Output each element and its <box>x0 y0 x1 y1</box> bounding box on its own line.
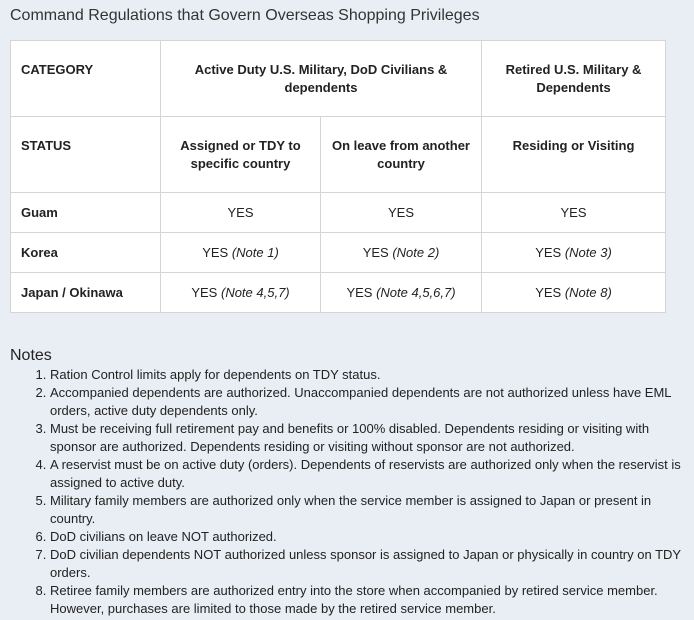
category-row <box>11 41 666 117</box>
cell-value: YES <box>560 204 587 220</box>
cell-value: YES <box>535 284 562 300</box>
cell-value: YES <box>227 204 254 220</box>
cell-value: YES <box>535 244 562 260</box>
status-on-leave: On leave from another country <box>321 117 482 193</box>
status-row <box>11 117 666 193</box>
note-item: 5. Military family members are authorized only when the service member is assigned to Japan or present in country. <box>50 492 684 528</box>
cell-korea-on-leave <box>321 233 482 273</box>
table-row <box>11 193 666 233</box>
note-reference: (Note 1) <box>231 244 279 260</box>
note-item: 3. Must be receiving full retirement pay and benefits or 100% disabled. Dependents residing or visiting with sponsor are authorized. Dependents residing or visiting without sponsor are not authorized. <box>50 420 684 456</box>
category-label: CATEGORY <box>11 41 161 117</box>
active-duty-header: Active Duty U.S. Military, DoD Civilians & dependents <box>161 41 482 117</box>
cell-guam-assigned <box>161 193 321 233</box>
note-reference: (Note 3) <box>564 244 612 260</box>
page-title: Command Regulations that Govern Overseas Shopping Privileges <box>10 7 480 24</box>
cell-japan-residing <box>482 273 666 313</box>
cell-japan-assigned <box>161 273 321 313</box>
cell-japan-on-leave <box>321 273 482 313</box>
cell-value: YES <box>388 204 415 220</box>
cell-korea-residing <box>482 233 666 273</box>
status-label: STATUS <box>11 117 161 193</box>
location-guam: Guam <box>11 193 161 233</box>
note-reference: (Note 4,5,7) <box>220 284 290 300</box>
cell-value: YES <box>191 284 218 300</box>
location-japan-okinawa: Japan / Okinawa <box>11 273 161 313</box>
note-reference: (Note 4,5,6,7) <box>376 284 456 300</box>
note-item: 6. DoD civilians on leave NOT authorized. <box>50 528 684 546</box>
cell-value: YES <box>346 284 373 300</box>
notes-heading: Notes <box>10 347 52 364</box>
cell-guam-residing <box>482 193 666 233</box>
note-item: 1. Ration Control limits apply for dependents on TDY status. <box>50 366 684 384</box>
note-reference: (Note 8) <box>564 284 612 300</box>
table-row <box>11 273 666 313</box>
note-item: 2. Accompanied dependents are authorized. Unaccompanied dependents are not authorized unless have EML orders, active duty dependents only. <box>50 384 684 420</box>
cell-value: YES <box>202 244 229 260</box>
privileges-table <box>10 40 666 313</box>
note-reference: (Note 2) <box>392 244 440 260</box>
retired-header: Retired U.S. Military & Dependents <box>482 41 666 117</box>
cell-value: YES <box>362 244 389 260</box>
note-item: 4. A reservist must be on active duty (orders). Dependents of reservists are authorized only when the reservist is assigned to active duty. <box>50 456 684 492</box>
note-item: 8. Retiree family members are authorized entry into the store when accompanied by retired service member. However, purchases are limited to those made by the retired service member. <box>50 582 684 618</box>
status-residing: Residing or Visiting <box>482 117 666 193</box>
table-row <box>11 233 666 273</box>
cell-korea-assigned <box>161 233 321 273</box>
status-assigned: Assigned or TDY to specific country <box>161 117 321 193</box>
notes-list <box>50 366 684 618</box>
location-korea: Korea <box>11 233 161 273</box>
note-item: 7. DoD civilian dependents NOT authorized unless sponsor is assigned to Japan or physically in country on TDY orders. <box>50 546 684 582</box>
cell-guam-on-leave <box>321 193 482 233</box>
